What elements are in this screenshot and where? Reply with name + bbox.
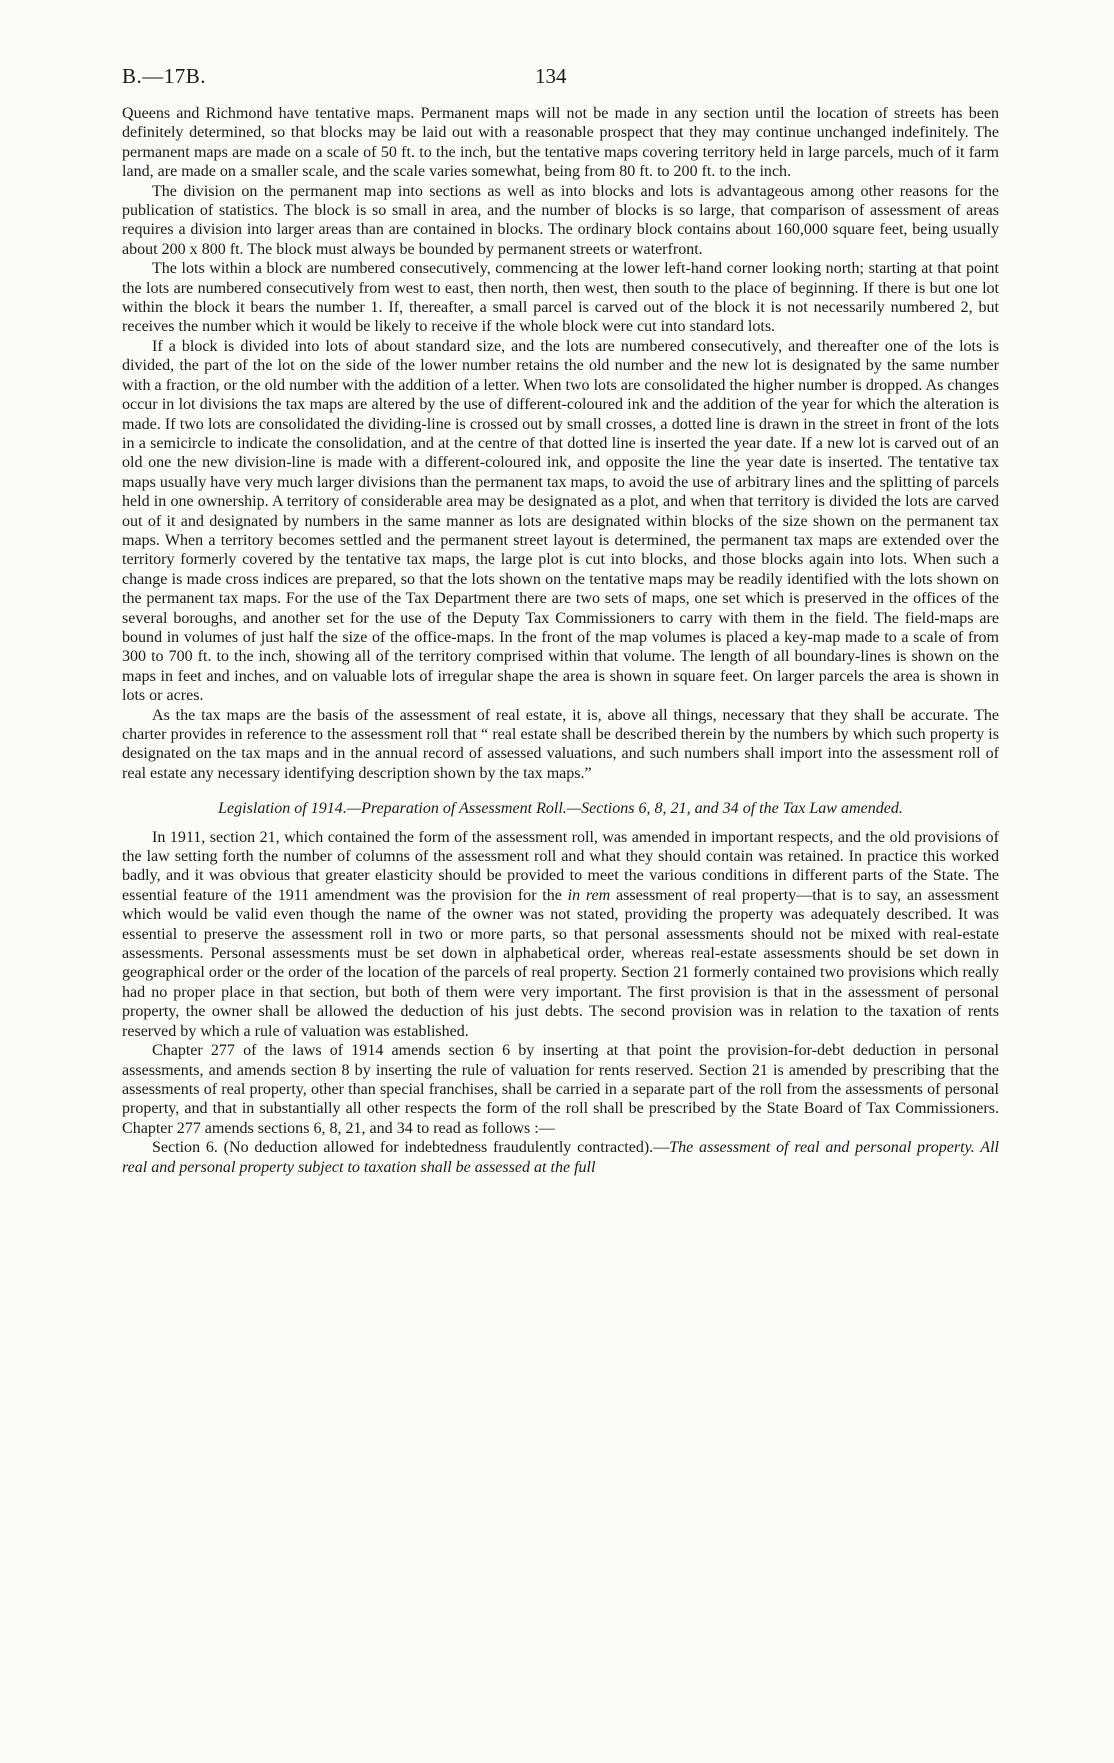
text-run: assessment of real property—that is to say, an assessment which would be valid even though the name of the owner was not stated, providing the property was adequately described. It was essential to preserve the assessment roll in two or more parts, so that personal assessments should not be mixed with real-estate assessments. Personal assessments must be set down in alphabetical order, whereas real-estate assessments should be set down in geographical order or the order of the location of the parcels of real property. Section 21 formerly contained two provisions which really had no proper place in that section, but both of them were very important. The first provision is that in the assessment of personal property, the owner shall be allowed the deduction of his just debts. The second provision was in relation to the taxation of rents reserved by which a rule of valuation was established. [122,886,999,1040]
paragraph: Chapter 277 of the laws of 1914 amends section 6 by inserting at that point the provision-for-debt deduction in personal assessments, and amends section 8 by inserting the rule of valuation for rents reserved. Section 21 is amended by prescribing that the assessments of real property, other than special franchises, shall be carried in a separate part of the roll from the assessments of personal property, and that in substantially all other respects the form of the roll shall be prescribed by the State Board of Tax Commissioners. Chapter 277 amends sections 6, 8, 21, and 34 to read as follows :— [122,1042,999,1137]
paragraph: If a block is divided into lots of about standard size, and the lots are numbered consecutively, and thereafter one of the lots is divided, the part of the lot on the side of the lower number retains the old number and the new lot is designated by the same number with a fraction, or the old number with the addition of a letter. When two lots are consolidated the higher number is dropped. As changes occur in lot divisions the tax maps are altered by the use of different-coloured ink and the addition of the year for which the alteration is made. If two lots are consolidated the dividing-line is crossed out by small crosses, a dotted line is drawn in the street in front of the lots in a semicircle to indicate the consolidation, and at the centre of that dotted line is inserted the year date. If a new lot is carved out of an old one the new division-line is made with a different-coloured ink, and opposite the line the year date is inserted. The tentative tax maps usually have very much larger divisions than the permanent tax maps, to avoid the use of arbitrary lines and the splitting of parcels held in one ownership. A territory of considerable area may be designated as a plot, and when that territory is divided the lots are carved out of it and designated by numbers in the same manner as lots are designated within blocks of the size shown on the permanent tax maps. When a territory becomes settled and the permanent street layout is determined, the permanent tax maps are extended over the territory formerly covered by the tentative tax maps, the large plot is cut into blocks, and those blocks again into lots. When such a change is made cross indices are prepared, so that the lots shown on the tentative maps may be readily identified with the lots shown on the permanent tax maps. For the use of the Tax Department there are two sets of maps, one set which is preserved in the offices of the several boroughs, and another set for the use of the Deputy Tax Commissioners to carry with them in the field. The field-maps are bound in volumes of just half the size of the office-maps. In the front of the map volumes is placed a key-map made to a scale of from 300 to 700 ft. to the inch, showing all of the territory comprised within that volume. The length of all boundary-lines is shown on the maps in feet and inches, and on valuable lots of irregular shape the area is shown in square feet. On larger parcels the area is shown in lots or acres. [122,337,999,705]
text-run: Section 6. (No deduction allowed for indebtedness fraudulently contracted).— [152,1139,670,1157]
section-heading: Legislation of 1914.—Preparation of Assessment Roll.—Sections 6, 8, 21, and 34 of the Tax Law amended. [218,800,903,818]
paragraph: The lots within a block are numbered consecutively, commencing at the lower left-hand corner looking north; starting at that point the lots are numbered consecutively from west to east, then north, then west, then south to the place of beginning. If there is but one lot within the block it bears the number 1. If, thereafter, a small parcel is carved out of the block it is not necessarily numbered 2, but receives the number which it would be likely to receive if the whole block were cut into standard lots. [122,260,999,336]
italic-term: in rem [567,886,611,904]
paragraph [122,1138,999,1177]
body-text [122,104,999,1177]
page-number: 134 [535,64,567,88]
paragraph: As the tax maps are the basis of the assessment of real estate, it is, above all things, necessary that they shall be accurate. The charter provides in reference to the assessment roll that “ real estate shall be described therein by the numbers by which such property is designated on the tax maps and in the annual record of assessed valuations, and such numbers shall import into the assessment roll of real estate any necessary identifying description shown by the tax maps.” [122,706,999,782]
paragraph: Queens and Richmond have tentative maps. Permanent maps will not be made in any section until the location of streets has been definitely determined, so that blocks may be laid out with a reasonable prospect that they may continue unchanged indefinitely. The permanent maps are made on a scale of 50 ft. to the inch, but the tentative maps covering territory held in large parcels, much of it farm land, are made on a smaller scale, and the scale varies somewhat, being from 80 ft. to 200 ft. to the inch. [122,105,999,181]
paragraph: The division on the permanent map into sections as well as into blocks and lots is advantageous among other reasons for the publication of statistics. The block is so small in area, and the number of blocks is so large, that comparison of assessment of areas requires a division into larger areas than are contained in blocks. The ordinary block contains about 160,000 square feet, being usually about 200 x 800 ft. The block must always be bounded by permanent streets or waterfront. [122,182,999,258]
paragraph [122,828,999,1041]
document-reference: B.—17B. [122,64,207,88]
text-run: In 1911, section 21, which contained the form of the assessment roll, was amended in important respects, and the old provisions of the law setting forth the number of columns of the assessment roll and what they should contain was retained. In practice this worked badly, and it was obvious that greater elasticity should be provided to meet the various conditions in different parts of the State. The essential feature of the 1911 amendment was the provision for the [122,828,999,904]
page-header [122,64,999,94]
italic-text: The assessment of real and personal property. All real and personal property subject to taxation shall be assessed at the full [122,1139,999,1176]
